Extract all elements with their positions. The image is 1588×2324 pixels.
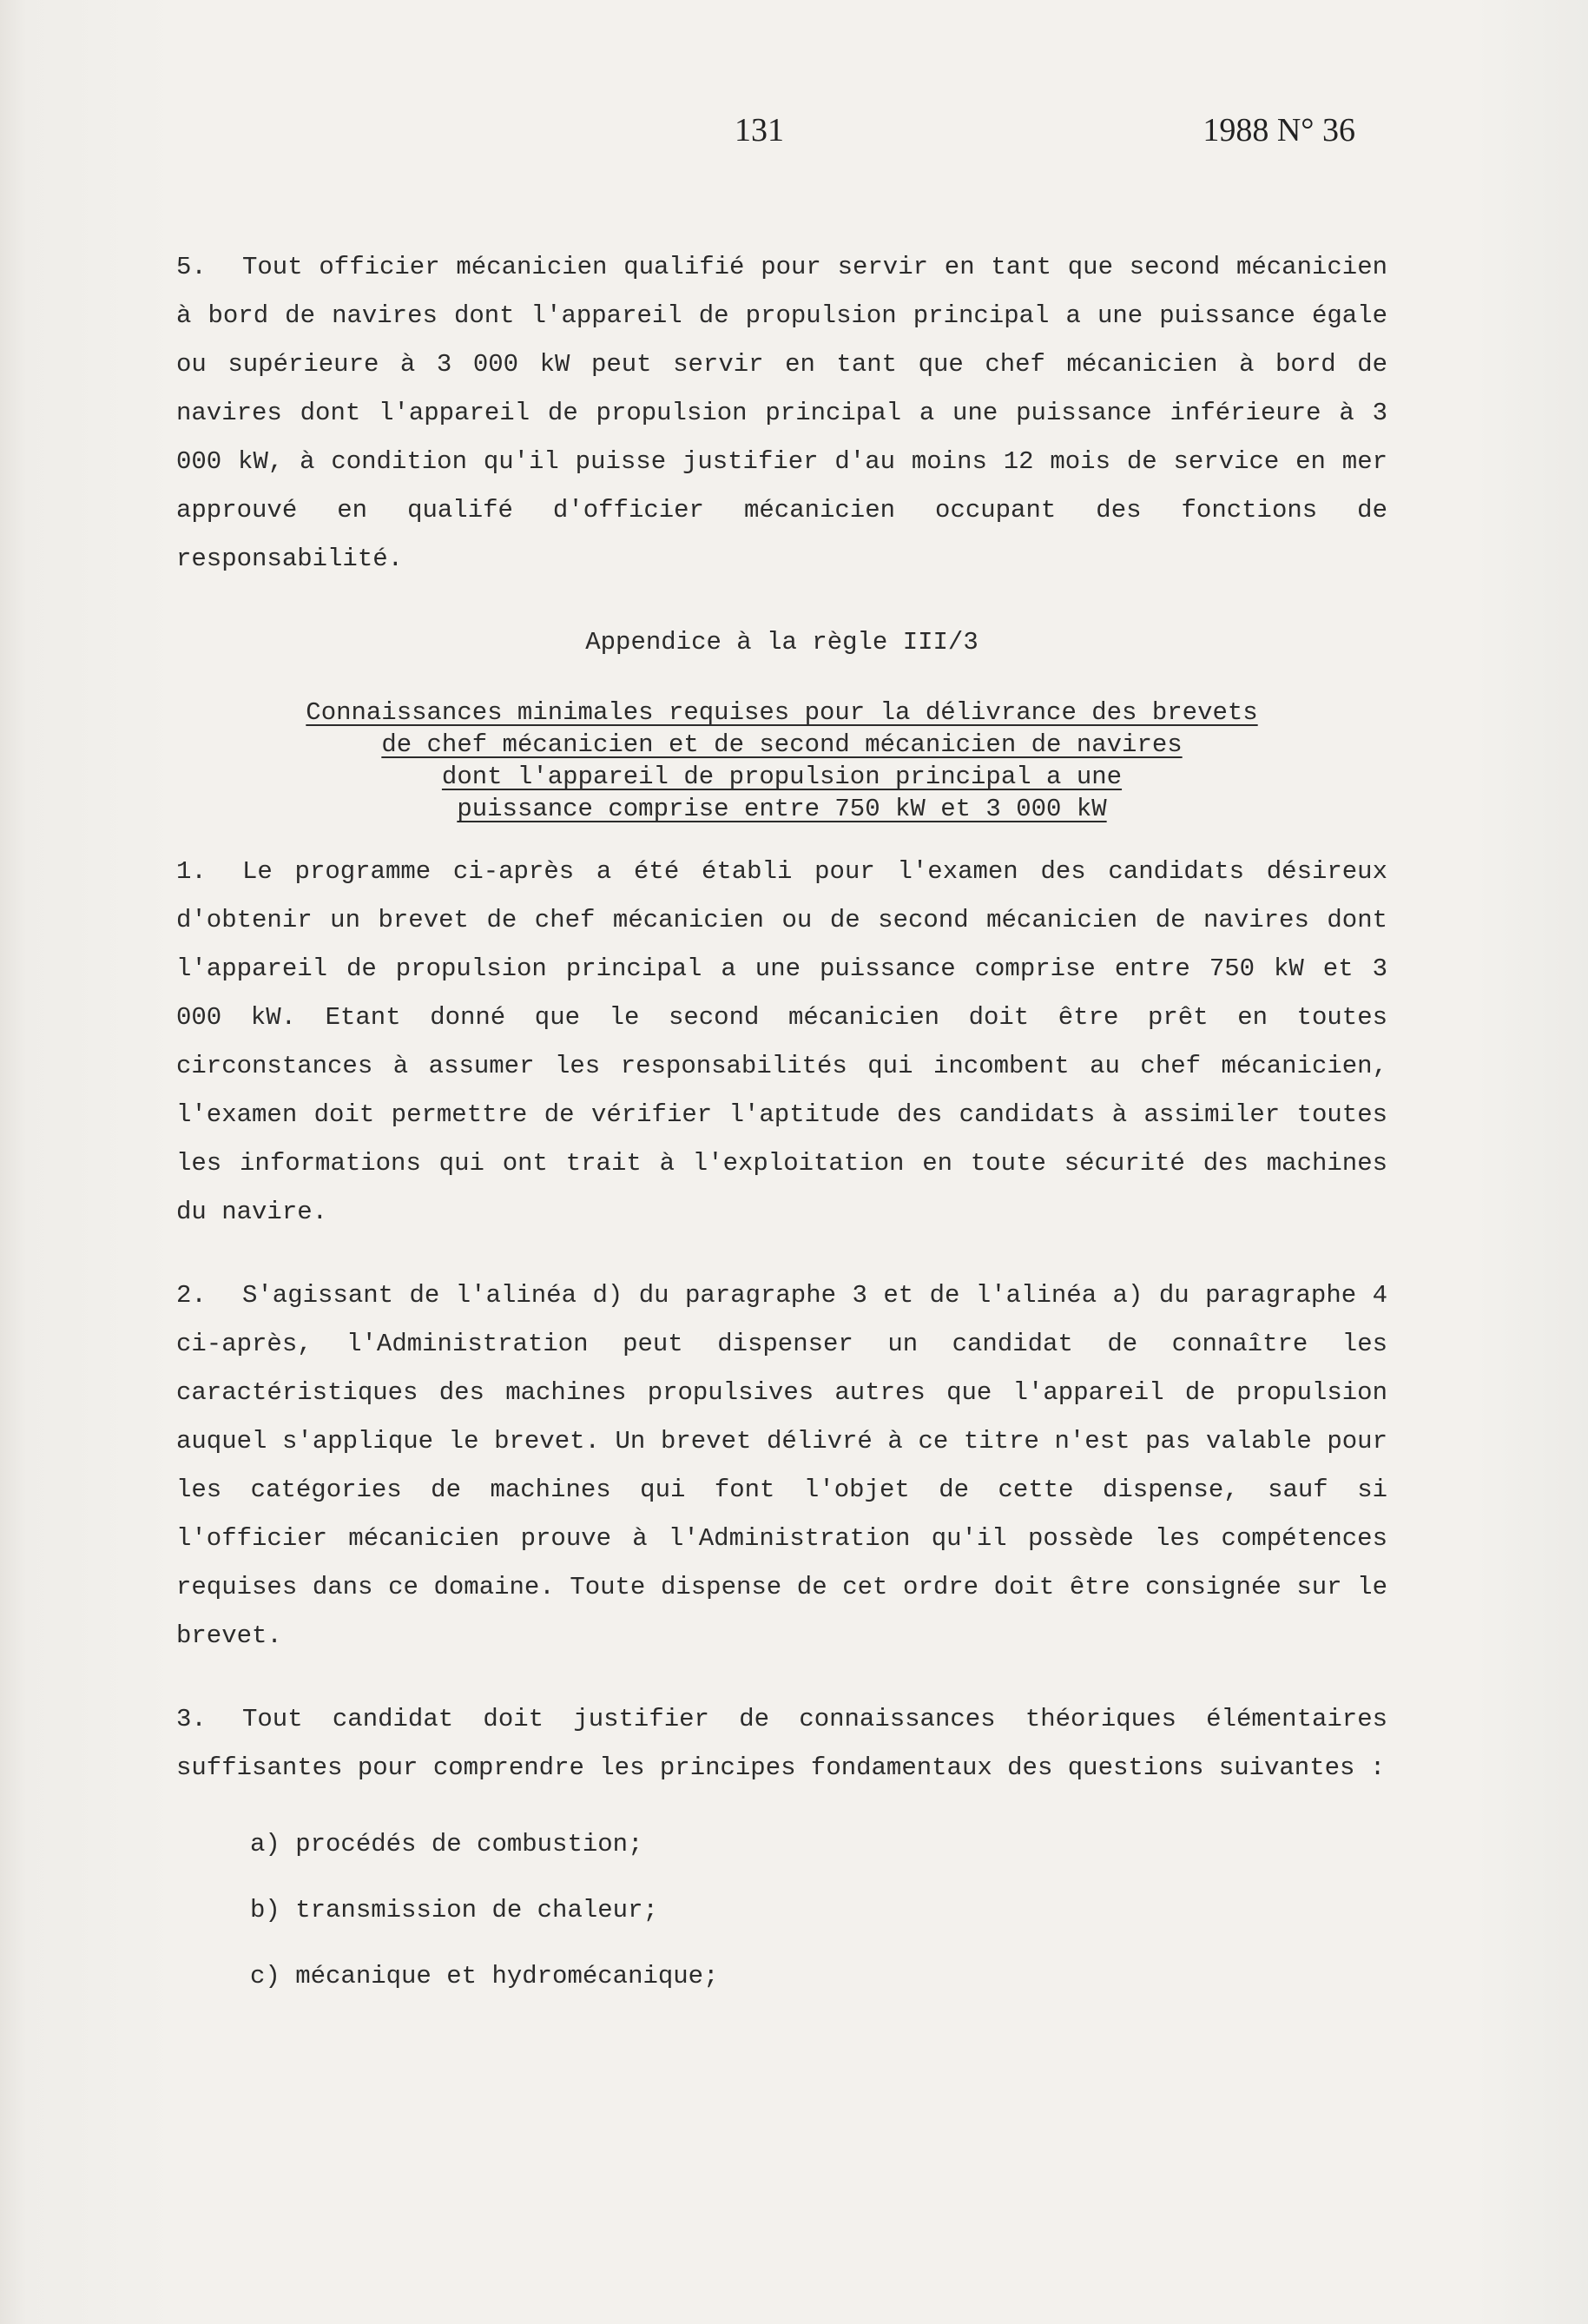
- paragraph-number: 1.: [176, 857, 207, 886]
- subtitle-line: de chef mécanicien et de second mécanicien de navires: [381, 730, 1183, 759]
- paragraph-text: Tout candidat doit justifier de connaissances théoriques élémentaires suffisantes pour comprendre les principes fondamentaux des questions suivantes :: [176, 1705, 1387, 1782]
- paragraph-text: S'agissant de l'alinéa d) du paragraphe 3 et de l'alinéa a) du paragraphe 4 ci-après, l'Administration peut dispenser un candidat de connaître les caractéristiques des machines propulsives autres que l'appareil de propulsion auquel s'applique le brevet. Un brevet délivré à ce titre n'est pas valable pour les catégories de machines qui font l'objet de cette dispense, sauf si l'officier mécanicien prouve à l'Administration qu'il possède les compétences requises dans ce domaine. Toute dispense de cet ordre doit être consignée sur le brevet.: [176, 1281, 1387, 1650]
- paragraph-number: 3.: [176, 1705, 207, 1733]
- subtitle-line: Connaissances minimales requises pour la délivrance des brevets: [306, 698, 1258, 727]
- paragraph-number: 5.: [176, 253, 207, 281]
- section-5-paragraph: [176, 243, 1387, 584]
- paragraph-2: [176, 1271, 1387, 1660]
- subtitle-line: dont l'appareil de propulsion principal a une: [441, 763, 1123, 791]
- paragraph-text: Tout officier mécanicien qualifié pour servir en tant que second mécanicien à bord de navires dont l'appareil de propulsion principal a une puissance égale ou supérieure à 3 000 kW peut servir en tant que chef mécanicien à bord de navires dont l'appareil de propulsion principal a une puissance inférieure à 3 000 kW, à condition qu'il puisse justifier d'au moins 12 mois de service en mer approuvé en qualifé d'officier mécanicien occupant des fonctions de responsabilité.: [176, 253, 1387, 573]
- page-number: 131: [735, 112, 784, 149]
- document-body: [176, 243, 1387, 2025]
- page-header: [0, 111, 1588, 163]
- list-item: b) transmission de chaleur;: [250, 1896, 658, 1925]
- paragraph-3: [176, 1695, 1387, 1793]
- list-item: a) procédés de combustion;: [250, 1830, 643, 1859]
- issue-reference: 1988 N° 36: [1203, 112, 1355, 149]
- paragraph-1: [176, 848, 1387, 1237]
- appendix-subtitle: [176, 697, 1387, 825]
- subtitle-line: puissance comprise entre 750 kW et 3 000 kW: [457, 795, 1107, 823]
- list-item: c) mécanique et hydromécanique;: [250, 1962, 719, 1991]
- topics-list: [250, 1827, 1387, 1994]
- appendix-title: Appendice à la règle III/3: [585, 628, 978, 657]
- paragraph-number: 2.: [176, 1281, 207, 1310]
- paragraph-text: Le programme ci-après a été établi pour l'examen des candidats désireux d'obtenir un brevet de chef mécanicien ou de second mécanicien de navires dont l'appareil de propulsion principal a une puissance comprise entre 750 kW et 3 000 kW. Etant donné que le second mécanicien doit être prêt en toutes circonstances à assumer les responsabilités qui incombent au chef mécanicien, l'examen doit permettre de vérifier l'aptitude des candidats à assimiler toutes les informations qui ont trait à l'exploitation en toute sécurité des machines du navire.: [176, 857, 1387, 1226]
